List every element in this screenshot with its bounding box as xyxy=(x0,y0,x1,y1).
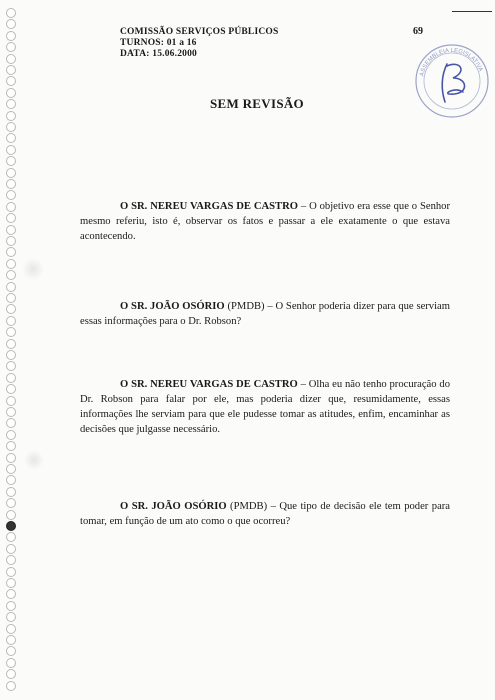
binder-hole xyxy=(6,213,16,223)
binder-hole xyxy=(6,88,16,98)
speaker-name: O SR. NEREU VARGAS DE CASTRO xyxy=(120,200,299,212)
corner-mark xyxy=(452,11,492,12)
binder-hole xyxy=(6,133,16,143)
header-commission: COMISSÃO SERVIÇOS PÚBLICOS xyxy=(120,27,279,37)
binder-hole xyxy=(6,544,16,554)
binder-hole xyxy=(6,247,16,257)
binder-hole xyxy=(6,532,16,542)
binder-hole xyxy=(6,122,16,132)
binder-hole xyxy=(6,339,16,349)
speech-text: – O Senhor poderia dizer para que serviam essas informações para o Dr. Robson? xyxy=(80,300,450,327)
binder-hole xyxy=(6,441,16,451)
transcript-paragraph xyxy=(80,199,450,244)
binder-hole xyxy=(6,384,16,394)
binder-hole xyxy=(6,612,16,622)
binder-hole xyxy=(6,578,16,588)
binder-hole xyxy=(6,8,16,18)
binder-hole xyxy=(6,498,16,508)
speaker-name: O SR. JOÃO OSÓRIO xyxy=(120,500,227,512)
binder-hole xyxy=(6,453,16,463)
binder-hole xyxy=(6,567,16,577)
binder-hole xyxy=(6,327,16,337)
binder-hole xyxy=(6,202,16,212)
binder-hole xyxy=(6,487,16,497)
binder-hole xyxy=(6,624,16,634)
binder-hole xyxy=(6,658,16,668)
speaker-party: (PMDB) xyxy=(224,300,265,312)
binder-hole xyxy=(6,350,16,360)
binder-hole xyxy=(6,236,16,246)
binder-hole xyxy=(6,31,16,41)
header-turns: TURNOS: 01 a 16 xyxy=(120,38,197,48)
svg-text:ASSEMBLEIA LEGISLATIVA: ASSEMBLEIA LEGISLATIVA xyxy=(419,47,484,77)
speech-text: – Que tipo de decisão ele tem poder para tomar, em função de um ato como o que ocorreu? xyxy=(80,500,451,527)
binder-hole xyxy=(6,601,16,611)
binder-hole xyxy=(6,111,16,121)
binder-hole xyxy=(6,179,16,189)
binder-hole xyxy=(6,76,16,86)
speech-text: – Olha eu não tenho procuração do Dr. Robson para falar por ele, mas poderia dizer que, resumidamente, essas informações lhe serviam para que ele pudesse tomar as atitudes, enfim, encaminhar as decisões que julgasse necessário. xyxy=(80,378,450,435)
binder-hole xyxy=(6,65,16,75)
binder-hole xyxy=(6,521,16,531)
binder-hole xyxy=(6,589,16,599)
binder-hole xyxy=(6,373,16,383)
binder-hole xyxy=(6,168,16,178)
binder-hole xyxy=(6,669,16,679)
binder-hole xyxy=(6,510,16,520)
binder-hole xyxy=(6,475,16,485)
binder-hole xyxy=(6,407,16,417)
binder-hole xyxy=(6,681,16,691)
speech-text: – O objetivo era esse que o Senhor mesmo referiu, isto é, observar os fatos e passar a ele exatamente o que estava acontecendo. xyxy=(80,200,450,242)
speaker-name: O SR. JOÃO OSÓRIO xyxy=(120,300,225,312)
paper-smudge xyxy=(22,258,44,280)
paper-smudge xyxy=(24,450,44,470)
speaker-party: (PMDB) xyxy=(226,500,268,512)
transcript-paragraph xyxy=(80,499,450,529)
binder-hole xyxy=(6,259,16,269)
binder-hole xyxy=(6,316,16,326)
binder-hole xyxy=(6,464,16,474)
speaker-name: O SR. NEREU VARGAS DE CASTRO xyxy=(120,378,298,390)
binder-hole xyxy=(6,635,16,645)
binder-holes xyxy=(4,8,20,698)
transcript-paragraph xyxy=(80,299,450,329)
document-title: SEM REVISÃO xyxy=(210,96,304,111)
binder-hole xyxy=(6,156,16,166)
binder-hole xyxy=(6,430,16,440)
binder-hole xyxy=(6,42,16,52)
binder-hole xyxy=(6,54,16,64)
page-number: 69 xyxy=(413,26,423,37)
transcript-paragraph xyxy=(80,377,450,437)
binder-hole xyxy=(6,293,16,303)
binder-hole xyxy=(6,145,16,155)
binder-hole xyxy=(6,361,16,371)
binder-hole xyxy=(6,418,16,428)
binder-hole xyxy=(6,190,16,200)
binder-hole xyxy=(6,99,16,109)
binder-hole xyxy=(6,225,16,235)
header-date: DATA: 15.06.2000 xyxy=(120,49,197,59)
binder-hole xyxy=(6,396,16,406)
binder-hole xyxy=(6,304,16,314)
binder-hole xyxy=(6,19,16,29)
binder-hole xyxy=(6,282,16,292)
official-seal-stamp xyxy=(411,40,493,122)
binder-hole xyxy=(6,646,16,656)
binder-hole xyxy=(6,270,16,280)
binder-hole xyxy=(6,555,16,565)
document-header xyxy=(120,27,279,60)
